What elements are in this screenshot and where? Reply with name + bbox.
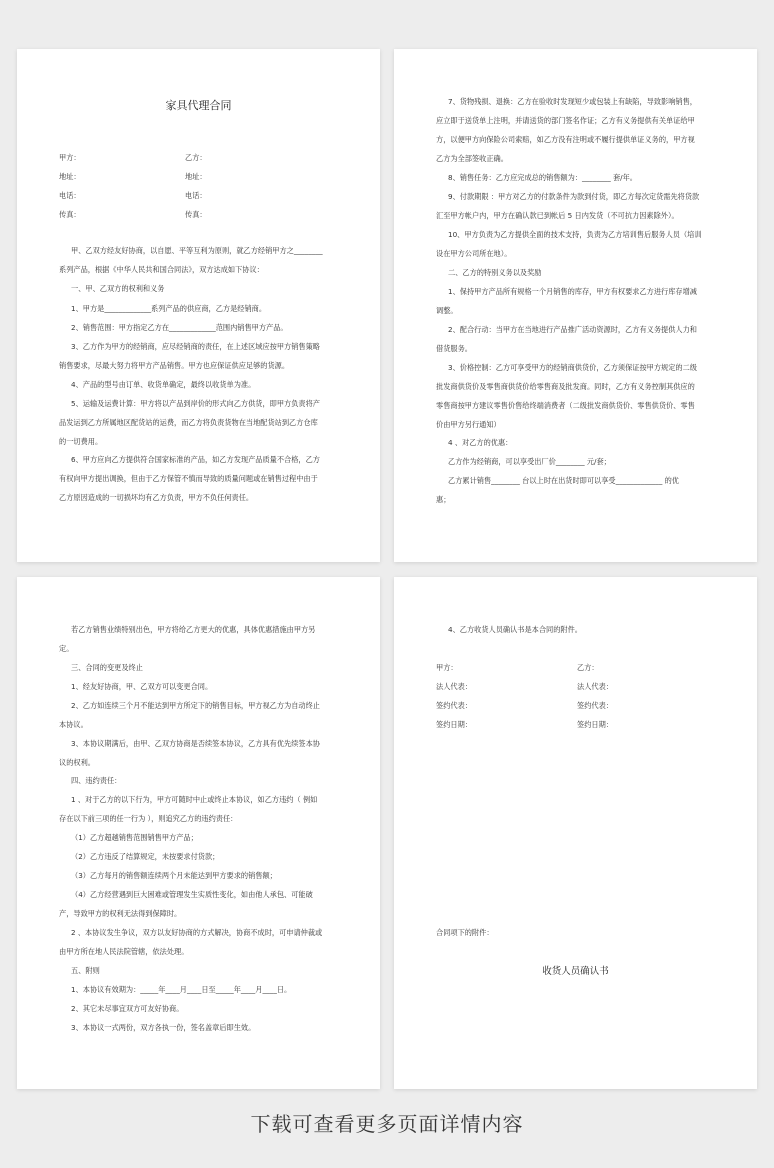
text-line: 签约代表： (436, 701, 472, 710)
contract-title: 家具代理合同 (165, 99, 232, 112)
text-line: 乙方作为经销商，可以享受出厂价________ 元/套； (448, 457, 611, 466)
text-line: 乙方为全部签收正确。 (436, 154, 508, 163)
text-line: 2、配合行动：当甲方在当地进行产品推广活动资源时，乙方有义务提供人力和 (448, 325, 697, 334)
text-line: 签约日期： (436, 720, 472, 729)
text-line: 3、本协议一式两份，双方各执一份，签名盖章后即生效。 (71, 1023, 256, 1032)
text-line: 10、甲方负责为乙方提供全面的技术支持，负责为乙方培训售后服务人员（培训 (448, 230, 702, 239)
text-line: 一、甲、乙双方的权利和义务 (71, 284, 165, 293)
text-line: 乙方累计销售________ 台以上时在出货时即可以享受_____________ 的优 (448, 476, 679, 485)
text-line: （3）乙方每月的销售额连续两个月未能达到甲方要求的销售额； (71, 871, 277, 880)
document-page-1 (17, 49, 380, 562)
text-line: 甲方： (436, 663, 458, 672)
text-line: 乙方原因造成的一切损坏均有乙方负责，甲方不负任何责任。 (59, 493, 254, 502)
text-line: （1）乙方超越销售范围销售甲方产品； (71, 833, 198, 842)
text-line: 2、其它未尽事宜双方可友好协商。 (71, 1004, 184, 1013)
text-line: 有权向甲方提出调换，但由于乙方保管不慎而导致的质量问题或在销售过程中由于 (59, 474, 318, 483)
text-line: 传真： (185, 210, 207, 219)
text-line: 二、乙方的特别义务以及奖励 (448, 268, 542, 277)
text-line: 地址： (185, 172, 207, 181)
text-line: 议的权利。 (59, 758, 95, 767)
text-line: 电话： (59, 191, 81, 200)
text-line: 汇至甲方帐户内，甲方在确认款已到帐后 5 日内发货（不可抗力因素除外）。 (436, 211, 679, 220)
attachment-title: 收货人员确认书 (542, 966, 609, 977)
text-line: 1 、对于乙方的以下行为，甲方可随时中止或终止本协议，如乙方违约（ 例如 (71, 795, 318, 804)
text-line: 2、销售范围：甲方指定乙方在_____________范围内销售甲方产品。 (71, 323, 288, 332)
text-line: 乙方： (185, 153, 207, 162)
text-line: 9、付款期限 ：甲方对乙方的付款条件为款到付货，即乙方每次定货需先将货款 (448, 192, 700, 201)
text-line: 4、乙方收货人员确认书是本合同的附件。 (448, 625, 582, 634)
text-line: 甲、乙双方经友好协商，以自愿、平等互利为原则，就乙方经销甲方之________ (71, 246, 323, 255)
text-line: 1、本协议有效期为：_____年____月____日至_____年____月____日。 (71, 985, 292, 994)
text-line: 法人代表： (436, 682, 472, 691)
text-line: 乙方： (577, 663, 599, 672)
text-line: 8、销售任务：乙方应完成总的销售额为：________ 套/年。 (448, 173, 637, 182)
text-line: 五、附则 (71, 966, 100, 975)
download-more-footer[interactable]: 下载可查看更多页面详情内容 (250, 1112, 524, 1136)
text-line: 系列产品，根据《中华人民共和国合同法》，双方达成如下协议： (59, 265, 264, 274)
text-line: 产，导致甲方的权利无法得到保障时。 (59, 909, 182, 918)
text-line: 6、甲方应向乙方提供符合国家标准的产品，如乙方发现产品质量不合格，乙方 (71, 455, 320, 464)
text-line: 3、乙方作为甲方的经销商，应尽经销商的责任，在上述区域应按甲方销售策略 (71, 342, 320, 351)
text-line: 惠； (436, 495, 451, 504)
text-line: 2 、本协议发生争议，双方以友好协商的方式解决，协商不成时，可申请仲裁或 (71, 928, 323, 937)
document-page-3 (17, 577, 380, 1089)
text-line: 4、产品的型号由订单、收货单确定，最终以收货单为准。 (71, 380, 256, 389)
text-line: 价由甲方另行通知） (436, 420, 501, 429)
text-line: 1、经友好协商，甲、乙双方可以变更合同。 (71, 682, 213, 691)
text-line: 销售要求，尽最大努力将甲方产品销售。甲方也应保证供应足够的货源。 (59, 361, 290, 370)
text-line: 1、保持甲方产品所有规格一个月销售的库存，甲方有权要求乙方进行库存增减 (448, 287, 697, 296)
text-line: 调整。 (436, 306, 458, 315)
text-line: 3、本协议期满后，由甲、乙双方协商是否续签本协议，乙方具有优先续签本协 (71, 739, 320, 748)
document-page-2 (394, 49, 757, 562)
text-line: 由甲方所在地人民法院管辖，依法处理。 (59, 947, 189, 956)
text-line: 借货服务。 (436, 344, 472, 353)
text-line: 存在以下前三项的任一行为 ），则追究乙方的违约责任： (59, 814, 238, 823)
text-line: 若乙方销售业绩特别出色，甲方将给乙方更大的优惠，具体优惠措施由甲方另 (71, 625, 316, 634)
text-line: 定。 (59, 644, 74, 653)
text-line: 1、甲方是_____________系列产品的供应商，乙方是经销商。 (71, 304, 267, 313)
text-line: 4 、对乙方的优惠： (448, 438, 513, 447)
text-line: 3、价格控制：乙方可享受甲方的经销商供货价，乙方须保证按甲方规定的二级 (448, 363, 697, 372)
text-line: 品发运到乙方所属地区配货站的运费，而乙方将负责货物在当地配货站到乙方仓库 (59, 418, 318, 427)
document-page-4 (394, 577, 757, 1089)
text-line: （2）乙方违反了结算规定，未按要求付货款； (71, 852, 220, 861)
text-line: 批发商供货价及零售商供货价给零售商及批发商。同时，乙方有义务控制其供应的 (436, 382, 695, 391)
text-line: 2、乙方如连续三个月不能达到甲方所定下的销售目标，甲方视乙方为自动终止 (71, 701, 320, 710)
text-line: 本协议。 (59, 720, 88, 729)
text-line: 甲方： (59, 153, 81, 162)
text-line: 法人代表： (577, 682, 613, 691)
text-line: 7、货物残损、退换：乙方在验收时发现短少或包装上有缺陷，导致影响销售， (448, 97, 697, 106)
text-line: 三、合同的变更及终止 (71, 663, 143, 672)
text-line: 零售商按甲方建议零售价售给终端消费者（二级批发商供货价、零售供货价、零售 (436, 401, 695, 410)
text-line: 地址： (59, 172, 81, 181)
text-line: 的一切费用。 (59, 437, 103, 446)
text-line: 合同项下的附件： (436, 928, 494, 937)
text-line: 电话： (185, 191, 207, 200)
text-line: 签约代表： (577, 701, 613, 710)
text-line: 设在甲方公司所在地）。 (436, 249, 512, 258)
text-line: （4）乙方经营遇到巨大困难或管理发生实质性变化，如由他人承包、可能破 (71, 890, 313, 899)
text-line: 应立即于送货单上注明，并请送货的部门签名作证；乙方有义务提供有关单证给甲 (436, 116, 695, 125)
text-line: 四、违约责任： (71, 776, 122, 785)
text-line: 签约日期： (577, 720, 613, 729)
text-line: 方，以便甲方向保险公司索赔，如乙方没有注明或不履行提供单证义务的，甲方视 (436, 135, 695, 144)
text-line: 5、运输及运费计算：甲方将以产品到岸价的形式向乙方供货，即甲方负责将产 (71, 399, 320, 408)
text-line: 传真： (59, 210, 81, 219)
